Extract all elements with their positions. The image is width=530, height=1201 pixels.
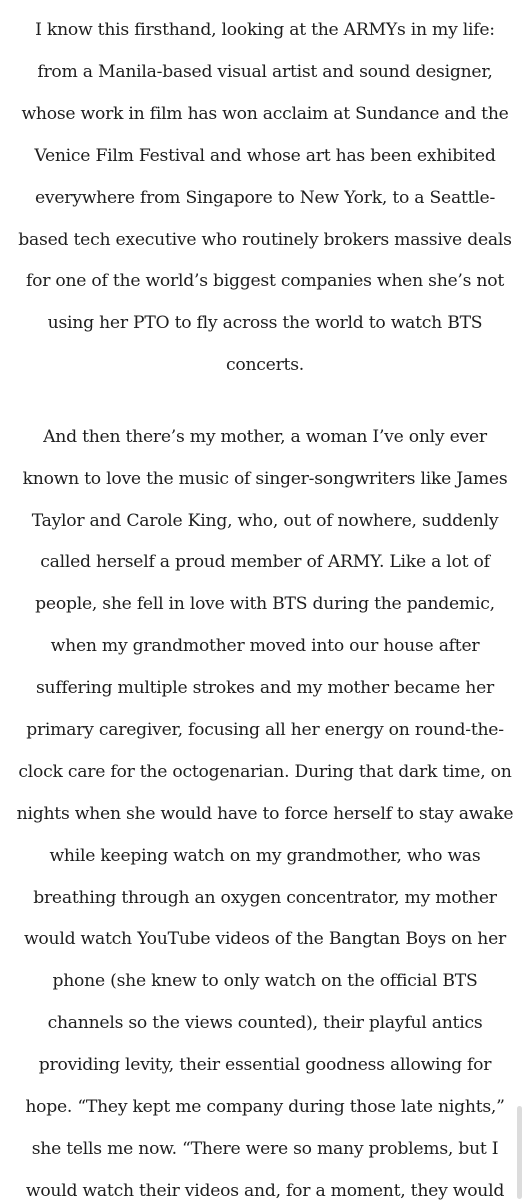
text-line: Taylor and Carole King, who, out of nowhere, suddenly: [31, 511, 499, 531]
text-line: nights when she would have to force herself to stay awake: [16, 804, 514, 824]
text-line: called herself a proud member of ARMY. Like a lot of: [40, 552, 490, 572]
text-line: from a Manila-based visual artist and sound designer,: [37, 62, 493, 82]
text-line: whose work in film has won acclaim at Sundance and the: [21, 104, 509, 124]
text-line: everywhere from Singapore to New York, to a Seattle-: [34, 188, 496, 208]
text-line: she tells me now. “There were so many problems, but I: [31, 1139, 499, 1159]
text-line: when my grandmother moved into our house after: [50, 636, 480, 656]
text-line: would watch their videos and, for a moment, they would: [25, 1181, 505, 1201]
text-line: phone (she knew to only watch on the official BTS: [52, 971, 478, 991]
text-line: Venice Film Festival and whose art has been exhibited: [34, 146, 496, 166]
text-line: hope. “They kept me company during those late nights,”: [25, 1097, 505, 1117]
text-line: based tech executive who routinely brokers massive deals: [18, 230, 512, 250]
text-line: for one of the world’s biggest companies when she’s not: [25, 271, 505, 291]
text-line: suffering multiple strokes and my mother became her: [35, 678, 494, 698]
text-line: would watch YouTube videos of the Bangtan Boys on her: [23, 929, 507, 949]
text-line: concerts.: [226, 355, 304, 375]
text-line: while keeping watch on my grandmother, who was: [49, 846, 481, 866]
text-line: people, she fell in love with BTS during the pandemic,: [35, 594, 495, 614]
text-line: I know this firsthand, looking at the ARMYs in my life:: [35, 20, 495, 40]
text-line: primary caregiver, focusing all her energy on round-the-: [26, 720, 504, 740]
text-line: using her PTO to fly across the world to watch BTS: [47, 313, 483, 333]
text-line: channels so the views counted), their playful antics: [47, 1013, 483, 1033]
text-line: providing levity, their essential goodness allowing for: [38, 1055, 492, 1075]
text-line: And then there’s my mother, a woman I’ve only ever: [43, 427, 487, 447]
text-line: breathing through an oxygen concentrator, my mother: [33, 888, 497, 908]
text-line: known to love the music of singer-songwriters like James: [22, 469, 508, 489]
text-line: clock care for the octogenarian. During that dark time, on: [18, 762, 512, 782]
scrollbar-thumb[interactable]: [517, 1106, 522, 1199]
